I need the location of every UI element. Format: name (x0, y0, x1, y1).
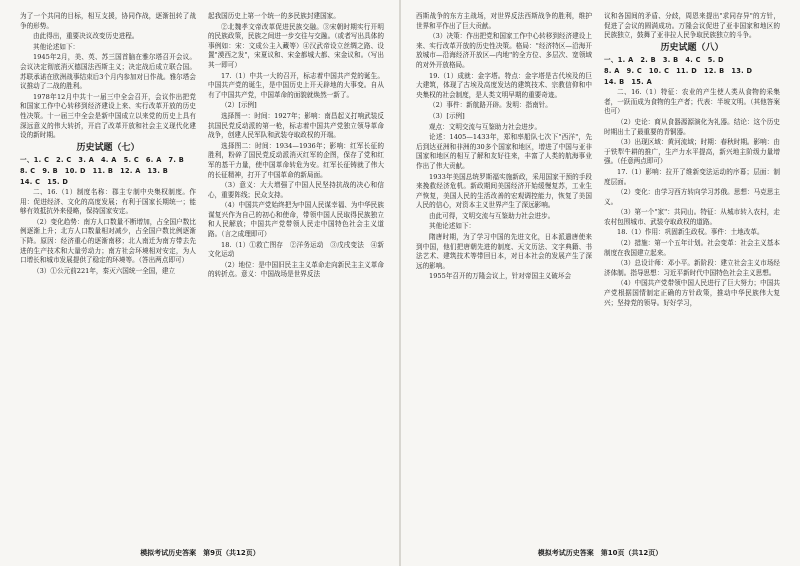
page-9-footer: 模拟考试历史答案 第9页（共12页） (140, 549, 260, 557)
answer-paragraph: 17.（1）中共一大的召开，标志着中国共产党的诞生。中国共产党的诞生，是中国历史上开天辟地的大事变。自从有了中国共产党，中国革命的面貌就焕然一新了。 (208, 71, 384, 99)
answer-paragraph: 18.（1）作用：巩固新生政权。事件：土地改革。 (617, 228, 764, 237)
answer-key-line: 14. C 15. D (20, 177, 69, 186)
answer-paragraph: （2）变化：由学习西方转向学习苏俄。思想：马克思主义。 (604, 188, 780, 206)
section-title: 历史试题（七） (76, 142, 140, 153)
answer-paragraph: 1978年12月中共十一届三中全会召开，会议作出把党和国家工作中心转移到经济建设上来、实行改革开放的历史性决策。十一届三中全会是新中国成立以来党的历史上具有深远意义的伟大转折，开启了改革开放和社会主义现代化建设的新时期。 (20, 92, 196, 140)
answer-paragraph: 1955年召开的万隆会议上，针对帝国主义破坏会 (429, 272, 572, 281)
page-10-column-2 (598, 12, 786, 532)
page-10-column-1 (410, 12, 598, 532)
answer-paragraph: （2）措施：第一个五年计划。社会变革：社会主义基本制度在我国建立起来。 (604, 239, 780, 257)
answer-key-line: 8. A 9. C 10. C 11. D 12. B 13. D (604, 66, 753, 75)
page-9-column-1 (14, 12, 202, 532)
answer-paragraph: 观点：文明交流与互鉴助力社会进步。 (429, 122, 542, 131)
answer-paragraph: 隋唐时期，为了学习中国的先进文化，日本派遣唐使来到中国，他们把唐朝先进的制度、天文历法、文字典籍、书法艺术、建筑技术等带回日本，对日本社会的发展产生了深远的影响。 (416, 233, 592, 270)
answer-paragraph: （3）①公元前221年，秦灭六国统一全国，建立 (33, 266, 176, 275)
section-title: 历史试题（八） (660, 42, 724, 53)
answer-paragraph: 17.（1）影响：拉开了维新变法运动的序幕；层面：制度层面。 (604, 167, 780, 186)
answer-paragraph: （3）出现区域：黄河流域；时期：春秋时期。影响：由于铁犁牛耕的推广，生产力水平提高，新兴地主阶级力量增强。（任意两点即可） (604, 138, 780, 166)
answer-paragraph: （2）地位：是中国旧民主主义革命走向新民主主义革命的转折点。意义：中国战场是世界反法 (208, 260, 384, 279)
answer-key-line: 一、1. C 2. C 3. A 4. A 5. C 6. A 7. B (20, 156, 185, 165)
answer-paragraph: （3）决策：作出把党和国家工作中心转移到经济建设上来、实行改革开放的历史性决策。格局："经济特区—沿海开放城市—沿海经济开放区—内地"的全方位、多层次、宽领域的对外开放格局。 (416, 32, 592, 69)
answer-paragraph: （4）中国共产党始终把为中国人民谋幸福、为中华民族谋复兴作为自己的初心和使命，带领中国人民取得民族独立和人民解放；中国共产党带领人民走中国特色社会主义道路。（言之成理即可） (208, 201, 384, 239)
answer-paragraph: 19.（1）成就：金字塔。特点：金字塔是古代埃及的巨大建筑，体现了古埃及高度发达的建筑技术、宗教信仰和中央集权的社会制度，是人类文明早期的重要奇迹。 (416, 71, 592, 99)
answer-paragraph: 选择图二：时间：1934—1936年；影响：红军长征的胜利，粉碎了国民党反动派消灭红军的企图，保存了党和红军的基干力量，使中国革命转危为安。红军长征铸就了伟大的长征精神，打开了中国革命的新局面。 (208, 141, 384, 179)
answer-paragraph: 18.（1）①救亡图存 ②洋务运动 ③戊戌变法 ④新文化运动 (208, 240, 384, 259)
answer-paragraph: 议和各国间的矛盾、分歧，周恩来提出"求同存异"的方针，促进了会议的圆满成功。万隆会议促进了亚非国家和地区的民族独立，鼓舞了亚非拉人民争取民族独立的斗争。 (604, 12, 780, 40)
answer-paragraph: 1945年2月，美、英、苏三国首脑在雅尔塔召开会议。会议决定彻底消灭德国法西斯主义；决定战后成立联合国。苏联承诺在欧洲战事结束后3个月内参加对日作战。雅尔塔会议推动了二战的胜利。 (20, 53, 196, 91)
answer-paragraph: （3）意义：大大增强了中国人民坚持抗战的决心和信心，重要阵线；民众支持。 (208, 181, 384, 199)
answer-paragraph: 二、16.（1）特征：农业的产生使人类从食物的采集者，一跃而成为食物的生产者；代表：半坡文明。（其他答案也可） (604, 88, 780, 116)
answer-paragraph: 二、16.（1）制度名称：郡主专制中央集权制度。作用：促进经济、文化的高度发展；有利于国家长期统一；能够有效抵抗外来侵略，保持国家安定。 (20, 188, 196, 216)
page-10-footer: 模拟考试历史答案 第10页（共12页） (537, 549, 663, 557)
answer-paragraph: （2）史论：商从食器源源演化为礼器。结论：这个历史时期出土了最重要的青铜器。 (604, 117, 780, 136)
answer-paragraph: ②北魏孝文帝改革促进民族交融。③宋朝时期实行开明的民族政策，民族之间进一步交往与交融。（或者写出具体的事例如：宋：文成公主入藏等）④汉武帝设立丝绸之路、设置"漠西之发"，宋夏议和、宋金都城大都、宋金议和。（写出其一即可） (208, 22, 384, 69)
answer-paragraph: （3）总设计师：邓小平。新阶段：建立社会主义市场经济体制。指导思想：习近平新时代中国特色社会主义思想。 (604, 259, 780, 277)
answer-paragraph: 1933年美国总统罗斯福实施新政，采用国家干预的手段来挽救经济危机。新政期间美国经济开始缓慢复苏，工业生产恢复，美国人民的生活改善的宏观调控能力，恢复了美国人民的信心，对资本主义世界产生了深远影响。 (416, 172, 592, 210)
answer-paragraph: （2）变化趋势：南方人口数量不断增加，占全国户数比例逐渐上升；北方人口数量相对减少，占全国户数比例逐渐下降。原因：经济重心的逐渐南移；北人南迁为南方带去先进的生产技术和大量劳动力；南方社会环境相对安定，为人口增长和城市发展提供了稳定的环境等。（答出两点即可） (20, 217, 196, 265)
answer-paragraph: 选择图一：时间：1927年；影响：南昌起义打响武装反抗国民党反动派的第一枪，标志着中国共产党独立领导革命战争，创建人民军队和武装夺取政权的开端。 (208, 111, 384, 140)
answer-paragraph: 论述：1405—1433年，郑和率船队七次下"西洋"，先后到达亚洲和非洲的30多个国家和地区，增进了中国与亚非国家和地区的相互了解和友好往来，丰富了人类的航海事业作出了伟大贡献。 (416, 133, 592, 170)
answer-paragraph: 西斯战争的东方主战场，对世界反法西斯战争的胜利，维护世界和平作出了巨大贡献。 (416, 12, 592, 30)
answer-paragraph: （2）事件：新航路开辟。发明：指南针。 (429, 101, 552, 110)
answer-key-line: 8. C 9. B 10. D 11. B 12. A 13. B (20, 166, 169, 175)
answer-paragraph: 由此可得，文明交流与互鉴助力社会进步。 (429, 211, 555, 220)
answer-paragraph: （3）第一个"家"：共同山。特征：从城市转入农村，走农村包围城市、武装夺取政权的道路。 (604, 208, 780, 226)
answer-paragraph: 起我国历史上第一个统一的多民族封建国家。 (208, 12, 340, 20)
answer-paragraph: 由此得出，重要决议改变历史进程。 (33, 32, 139, 41)
answer-paragraph: 其他论述如下： (429, 222, 476, 231)
answer-key-line: 14. B 15. A (604, 77, 652, 86)
page-10 (400, 0, 800, 566)
answer-paragraph: （4）中国共产党带领中国人民进行了巨大努力；中国共产党根据国情制定正确的方针政策，推动中华民族伟大复兴；坚持党的领导。好好学习， (604, 279, 780, 307)
answer-paragraph: 为了一个共同的目标，相互支援，协同作战，逐渐扭转了战争的形势。 (20, 12, 196, 30)
answer-paragraph: （3）[示例] (429, 111, 465, 120)
page-9-column-2 (202, 12, 390, 532)
answer-key-line: 一、1. A 2. B 3. B 4. C 5. D (604, 56, 724, 65)
answer-paragraph: （2）[示例] (221, 101, 257, 110)
answer-paragraph: 其他论述如下： (33, 42, 80, 51)
